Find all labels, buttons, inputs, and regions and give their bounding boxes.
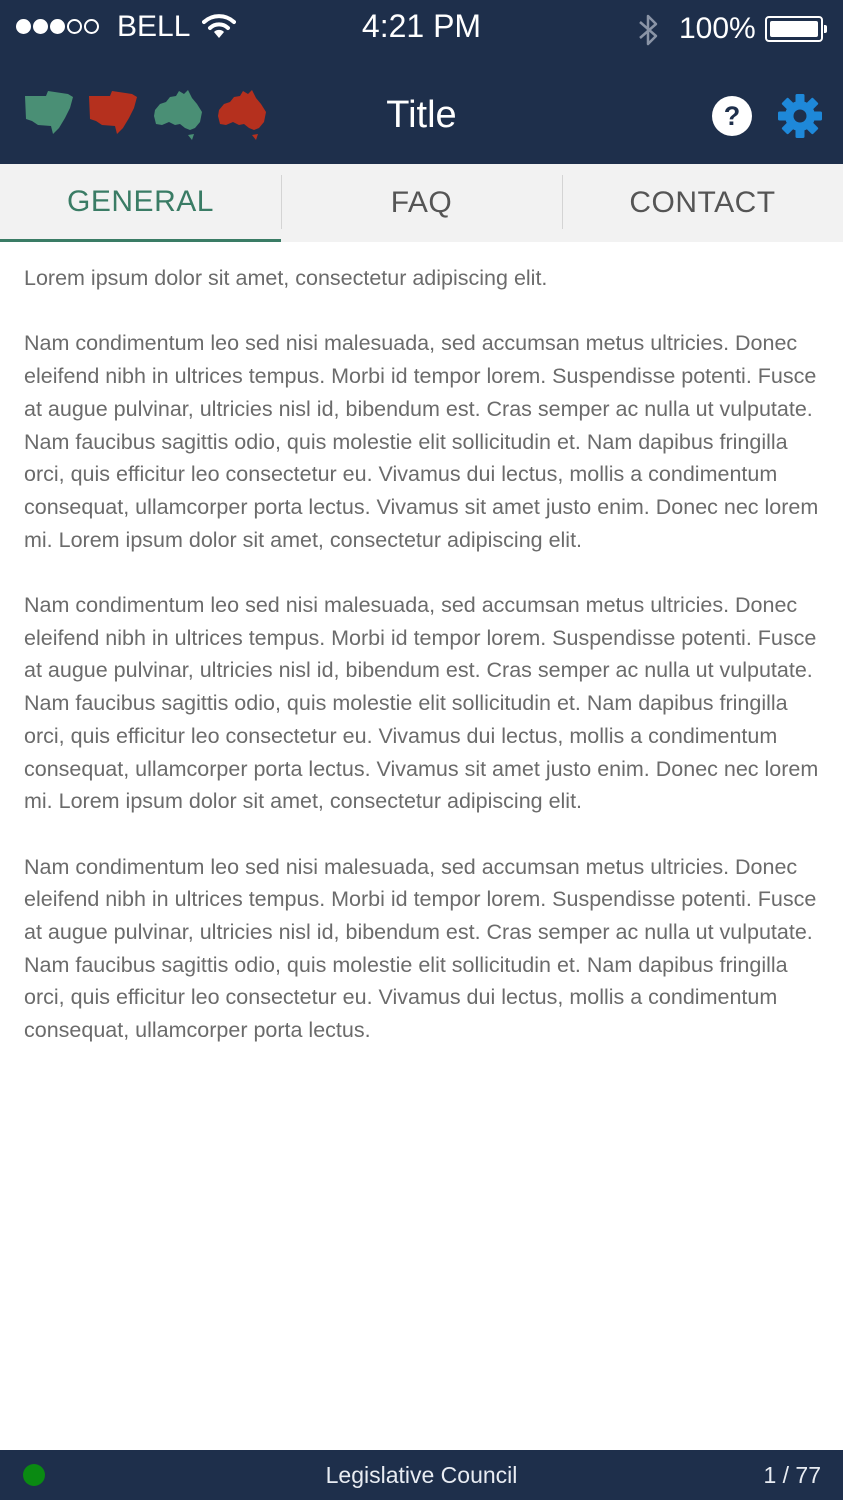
tab-bar [0, 164, 843, 242]
status-bar [0, 0, 843, 60]
svg-text:?: ? [723, 101, 741, 131]
page-title: Title [386, 94, 457, 136]
tab-general[interactable]: GENERAL [0, 164, 281, 242]
content-body [24, 262, 819, 1080]
tab-contact[interactable]: CONTACT [629, 186, 776, 219]
bluetooth-icon [636, 12, 660, 48]
footer-bar [0, 1450, 843, 1500]
battery-percentage: 100% [679, 12, 756, 45]
status-time: 4:21 PM [361, 8, 482, 44]
battery-icon [765, 16, 823, 42]
footer-title: Legislative Council [325, 1462, 518, 1488]
intro-paragraph: Lorem ipsum dolor sit amet, consectetur adipiscing elit. [24, 266, 548, 290]
gear-icon[interactable] [777, 93, 823, 139]
body-paragraph: Nam condimentum leo sed nisi malesuada, sed accumsan metus ultricies. Donec eleifend nibh in ultrices tempus. Morbi id tempor lorem. Suspendisse potenti. Fusce at augue pulvinar, ultricies nisl id, bibendum est. Cras semper ac nulla ut vulputate. Nam faucibus sagittis odio, quis molestie elit sollicitudin et. Nam dapibus fringilla orci, quis efficitur leo consectetur eu. Vivamus dui lectus, mollis a condimentum consequat, ullamcorper porta lectus. Vivamus sit amet justo enim. Donec nec lorem mi. Lorem ipsum dolor sit amet, consectetur adipiscing elit. [24, 331, 819, 552]
carrier-name: BELL [117, 10, 191, 43]
page-counter: 1 / 77 [763, 1462, 821, 1488]
body-paragraph: Nam condimentum leo sed nisi malesuada, sed accumsan metus ultricies. Donec eleifend nibh in ultrices tempus. Morbi id tempor lorem. Suspendisse potenti. Fusce at augue pulvinar, ultricies nisl id, bibendum est. Cras semper ac nulla ut vulputate. Nam faucibus sagittis odio, quis molestie elit sollicitudin et. Nam dapibus fringilla orci, quis efficitur leo consectetur eu. Vivamus dui lectus, mollis a condimentum consequat, ullamcorper porta lectus. Vivamus sit amet justo enim. Donec nec lorem mi. Lorem ipsum dolor sit amet, consectetur adipiscing elit. [24, 593, 819, 814]
app-header [0, 0, 843, 164]
help-icon[interactable] [711, 95, 753, 137]
tab-faq[interactable]: FAQ [390, 186, 453, 219]
body-paragraph: Nam condimentum leo sed nisi malesuada, sed accumsan metus ultricies. Donec eleifend nibh in ultrices tempus. Morbi id tempor lorem. Suspendisse potenti. Fusce at augue pulvinar, ultricies nisl id, bibendum est. Cras semper ac nulla ut vulputate. Nam faucibus sagittis odio, quis molestie elit sollicitudin et. Nam dapibus fringilla orci, quis efficitur leo consectetur eu. Vivamus dui lectus, mollis a condimentum consequat, ullamcorper porta lectus. [24, 854, 817, 1043]
